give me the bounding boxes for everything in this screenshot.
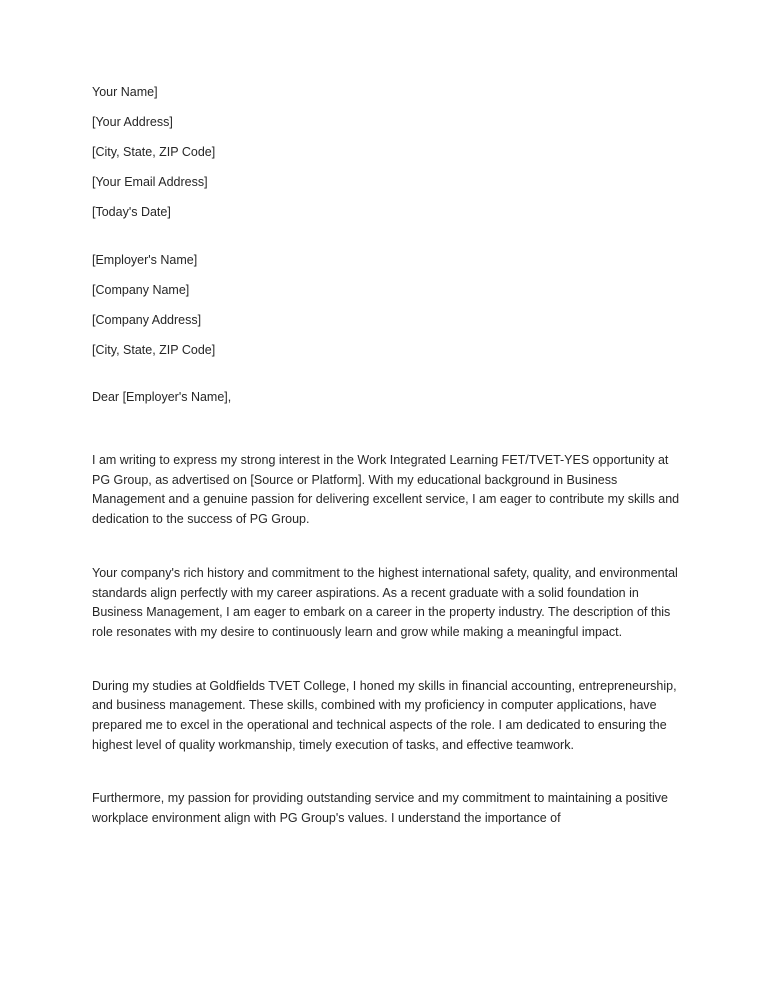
recipient-city-state-zip: [City, State, ZIP Code]: [92, 343, 216, 357]
body-paragraph-company-fit: Your company's rich history and commitment to the highest international safety, quality, and environmental standards align perfectly with my career aspirations. As a recent graduate with a solid foundation in Business Management, I am eager to embark on a career in the property industry. The description of this role resonates with my desire to continuously learn and grow while making a meaningful impact.: [92, 565, 678, 639]
body-paragraph-intro: I am writing to express my strong interest in the Work Integrated Learning FET/TVET-YES opportunity at PG Group, as advertised on [Source or Platform]. With my educational background in Business Management and a genuine passion for delivering excellent service, I am eager to contribute my skills and dedication to the success of PG Group.: [92, 453, 680, 527]
recipient-block: [92, 250, 680, 360]
recipient-employer-name: [Employer's Name]: [92, 253, 198, 267]
letter-content: [92, 82, 680, 829]
recipient-company-address: [Company Address]: [92, 313, 202, 327]
salutation: Dear [Employer's Name],: [92, 390, 232, 404]
sender-block: [92, 82, 680, 222]
body-paragraph-values: Furthermore, my passion for providing outstanding service and my commitment to maintaining a positive workplace environment align with PG Group's values. I understand the importance of: [92, 791, 668, 826]
sender-city-state-zip: [City, State, ZIP Code]: [92, 145, 216, 159]
sender-email: [Your Email Address]: [92, 175, 208, 189]
body-paragraph-skills: During my studies at Goldfields TVET College, I honed my skills in financial accounting, entrepreneurship, and business management. These skills, combined with my proficiency in computer applications, have prepared me to excel in the operational and technical aspects of the role. I am dedicated to ensuring the highest level of quality workmanship, timely execution of tasks, and effective teamwork.: [92, 678, 677, 752]
sender-address: [Your Address]: [92, 115, 173, 129]
recipient-company-name: [Company Name]: [92, 283, 190, 297]
sender-name: Your Name]: [92, 85, 158, 99]
letter-date: [Today's Date]: [92, 205, 171, 219]
